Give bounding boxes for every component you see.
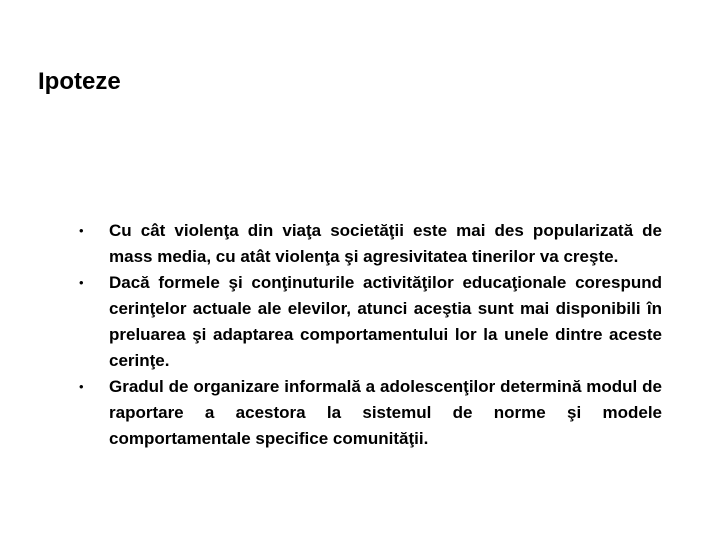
bullet-icon: • — [79, 275, 84, 290]
slide-title: Ipoteze — [38, 68, 121, 95]
bullet-list — [78, 218, 662, 452]
bullet-icon: • — [79, 379, 84, 394]
bullet-text: Dacă formele şi conţinuturile activităţilor educaţionale corespund cerinţelor actuale ale elevilor, atunci aceştia sunt mai disponibili în preluarea şi adaptarea comportamentului lor la unele dintre aceste cerinţe. — [109, 273, 662, 370]
bullet-text: Cu cât violenţa din viaţa societăţii este mai des popularizată de mass media, cu atât violenţa şi agresivitatea tinerilor va creşte. — [109, 221, 662, 266]
bullet-icon: • — [79, 223, 84, 238]
list-item — [78, 374, 662, 452]
list-item — [78, 218, 662, 270]
bullet-text: Gradul de organizare informală a adolescenţilor determină modul de raportare a acestora la sistemul de norme şi modele comportamentale specifice comunităţii. — [109, 377, 662, 448]
list-item — [78, 270, 662, 374]
